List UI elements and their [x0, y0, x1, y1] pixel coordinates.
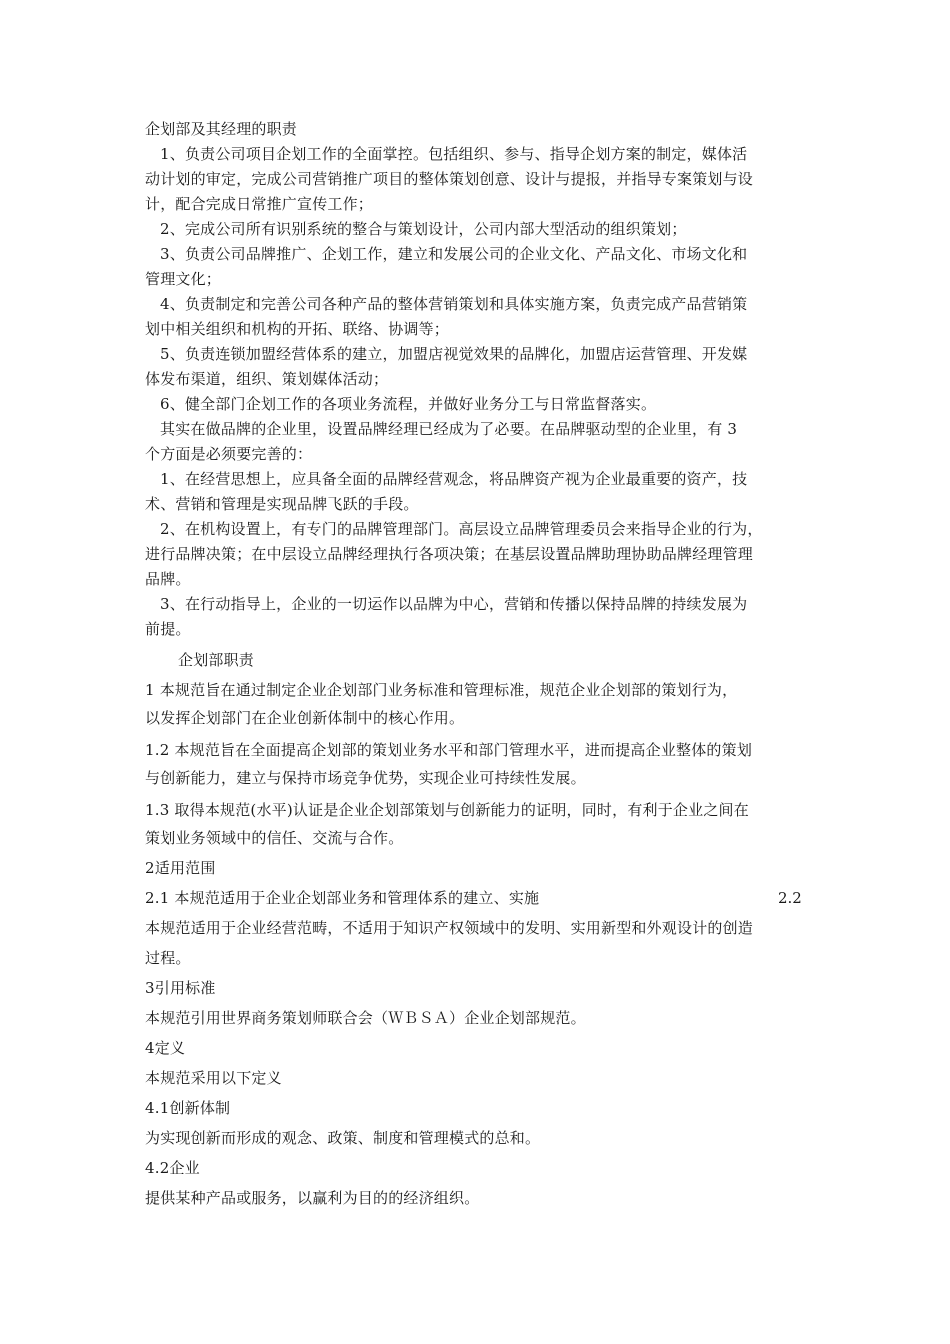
paragraph-line: 1、负责公司项目企划工作的全面掌控。包括组织、参与、指导企划方案的制定，媒体活 — [160, 145, 748, 163]
paragraph-line: 计，配合完成日常推广宣传工作； — [145, 195, 374, 213]
section-heading: 企划部职责 — [178, 651, 255, 669]
paragraph-line: 其实在做品牌的企业里，设置品牌经理已经成为了必要。在品牌驱动型的企业里，有 3 — [160, 420, 738, 438]
paragraph-line: 品牌。 — [145, 570, 191, 588]
paragraph-line: 过程。 — [145, 949, 191, 967]
paragraph-line: 本规范引用世界商务策划师联合会（ＷＢＳＡ）企业企划部规范。 — [145, 1009, 586, 1027]
paragraph-line: 1.3 取得本规范(水平)认证是企业企划部策划与创新能力的证明，同时，有利于企业之间在 — [145, 801, 749, 819]
paragraph-line: 2、在机构设置上，有专门的品牌管理部门。高层设立品牌管理委员会来指导企业的行为， — [160, 520, 763, 538]
paragraph-line: 管理文化； — [145, 270, 222, 288]
section-heading: 2适用范围 — [145, 859, 216, 877]
paragraph-line: 本规范适用于企业经营范畴，不适用于知识产权领域中的发明、实用新型和外观设计的创造 — [145, 919, 754, 937]
paragraph-line: 1.2 本规范旨在全面提高企划部的策划业务水平和部门管理水平，进而提高企业整体的策划 — [145, 741, 753, 759]
paragraph-line: 3、负责公司品牌推广、企划工作，建立和发展公司的企业文化、产品文化、市场文化和 — [160, 245, 748, 263]
paragraph-line: 提供某种产品或服务，以赢利为目的的经济组织。 — [145, 1189, 480, 1207]
section-heading: 4定义 — [145, 1039, 186, 1057]
clause-number-2-2: 2.2 — [778, 889, 802, 907]
paragraph-line: 4、负责制定和完善公司各种产品的整体营销策划和具体实施方案，负责完成产品营销策 — [160, 295, 748, 313]
paragraph-line: 5、负责连锁加盟经营体系的建立，加盟店视觉效果的品牌化，加盟店运营管理、开发媒 — [160, 345, 748, 363]
paragraph-line: 3、在行动指导上，企业的一切运作以品牌为中心，营销和传播以保持品牌的持续发展为 — [160, 595, 748, 613]
subsection-heading: 4.1创新体制 — [145, 1099, 231, 1117]
paragraph-line: 6、健全部门企划工作的各项业务流程，并做好业务分工与日常监督落实。 — [160, 395, 657, 413]
paragraph-line: 与创新能力，建立与保持市场竞争优势，实现企业可持续性发展。 — [145, 769, 586, 787]
paragraph-line: 划中相关组织和机构的开拓、联络、协调等； — [145, 320, 450, 338]
paragraph-line: 个方面是必须要完善的： — [145, 445, 313, 463]
paragraph-line: 2.1 本规范适用于企业企划部业务和管理体系的建立、实施 — [145, 889, 540, 907]
paragraph-line: 1 本规范旨在通过制定企业企划部门业务标准和管理标准，规范企业企划部的策划行为， — [145, 681, 738, 699]
paragraph-line: 策划业务领域中的信任、交流与合作。 — [145, 829, 404, 847]
section-heading: 3引用标准 — [145, 979, 216, 997]
paragraph-line: 2、完成公司所有识别系统的整合与策划设计，公司内部大型活动的组织策划； — [160, 220, 687, 238]
subsection-heading: 4.2企业 — [145, 1159, 200, 1177]
paragraph-line: 以发挥企划部门在企业创新体制中的核心作用。 — [145, 709, 465, 727]
paragraph-line: 动计划的审定，完成公司营销推广项目的整体策划创意、设计与提报，并指导专案策划与设 — [145, 170, 754, 188]
paragraph-line: 术、营销和管理是实现品牌飞跃的手段。 — [145, 495, 419, 513]
paragraph-line: 体发布渠道，组织、策划媒体活动； — [145, 370, 389, 388]
paragraph-line: 为实现创新而形成的观念、政策、制度和管理模式的总和。 — [145, 1129, 541, 1147]
paragraph-line: 前提。 — [145, 620, 191, 638]
paragraph-line: 本规范采用以下定义 — [145, 1069, 282, 1087]
heading-planning-dept-duties: 企划部及其经理的职责 — [145, 120, 298, 138]
paragraph-line: 1、在经营思想上，应具备全面的品牌经营观念，将品牌资产视为企业最重要的资产，技 — [160, 470, 748, 488]
paragraph-line: 进行品牌决策；在中层设立品牌经理执行各项决策；在基层设置品牌助理协助品牌经理管理 — [145, 545, 754, 563]
